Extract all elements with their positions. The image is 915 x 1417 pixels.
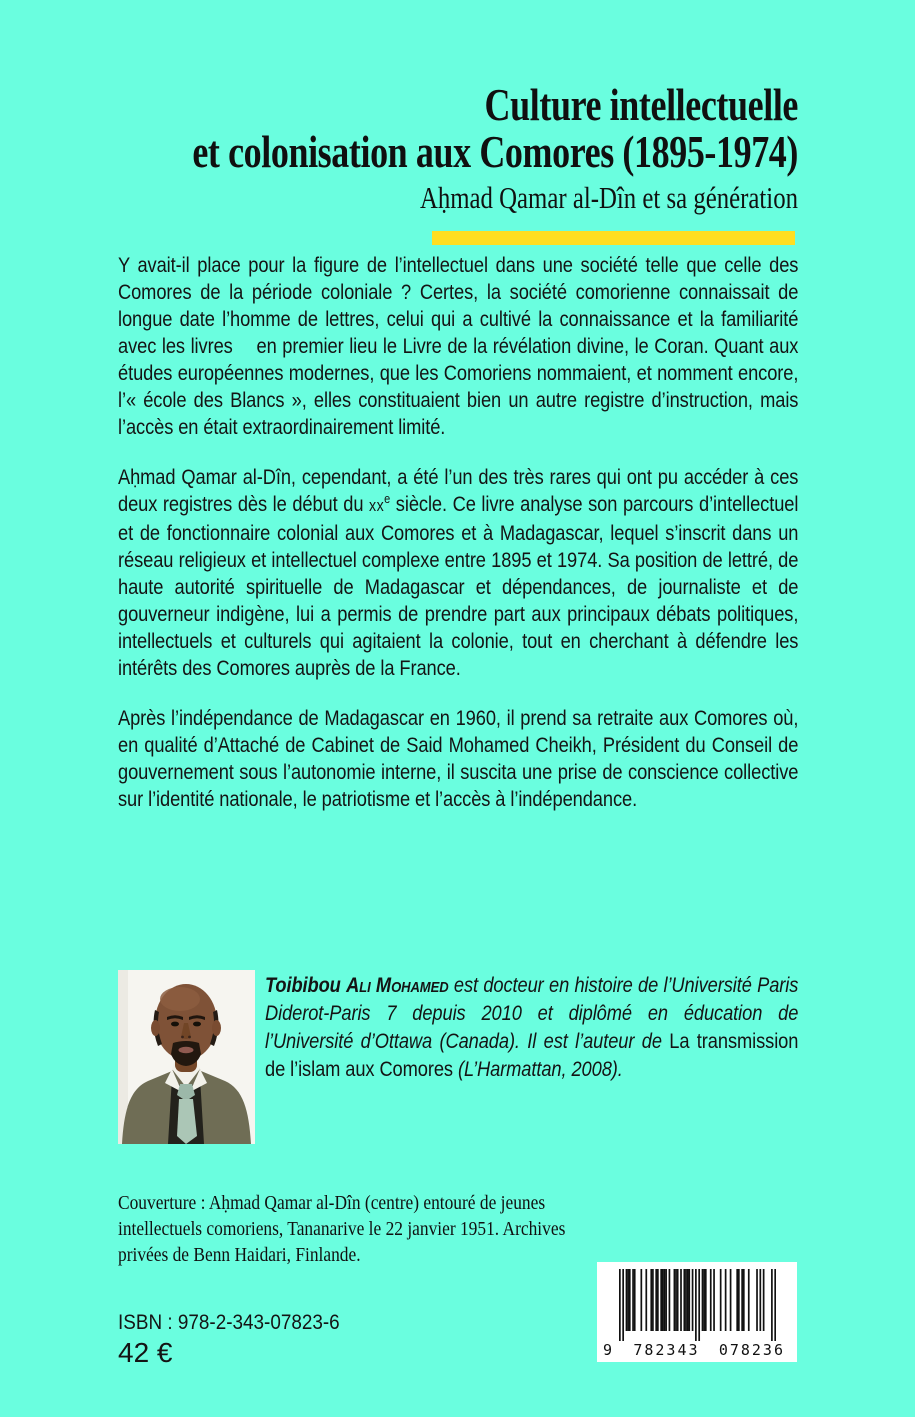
century-superscript: e [384,492,391,506]
isbn: ISBN : 978-2-343-07823-6 [118,1311,340,1334]
barcode-digit-right: 078236 [718,1341,785,1359]
author-photo [118,970,255,1144]
bio-text-end: (L’Harmattan, 2008). [452,1058,623,1081]
paragraph-2-text-end: siècle. Ce livre analyse son parcours d’intellectuel et de fonctionnaire colonial aux Comores et à Madagascar, lequel s’inscrit dans un réseau religieux et intellectuel complexe entre 1895 et 1974. Sa position de lettré, de haute autorité spirituelle de Madagascar et dépendances, de journaliste et de gouverneur indigène, lui a permis de prendre part aux principaux débats politiques, intellectuels et culturels qui agitaient la colonie, tout en cherchant à défendre les intérêts des Comores auprès de la France. [118,493,799,680]
book-title-line2: et colonisation aux Comores (1895-1974) [192,127,798,177]
barcode-digits [603,1341,785,1359]
paragraph-1-text: Y avait-il place pour la figure de l’intellectuel dans une société telle que celle des Comores de la période coloniale ? Certes, la société comorienne connaissait de longue date l’homme de lettres, celui qui a cultivé la connaissance et la familiarité avec les livres en premier lieu le Livre de la révélation divine, le Coran. Quant aux études européennes modernes, que les Comoriens nommaient, et nomment encore, l’« école des Blancs », elles constituaient bien un autre registre d’instruction, mais l’accès en était extraordinairement limité. [118,254,799,439]
synopsis [118,252,798,836]
eyes [171,1022,179,1027]
mouth [179,1047,194,1053]
century-numeral: xx [369,497,385,515]
accent-bar [432,231,795,245]
author-bio [265,972,798,1084]
book-subtitle: Aḥmad Qamar al-Dîn et sa génération [419,180,798,215]
synopsis-paragraph-1 [118,252,798,441]
paragraph-3-text: Après l’indépendance de Madagascar en 1960, il prend sa retraite aux Comores où, en qualité d’Attaché de Cabinet de Said Mohamed Cheikh, Président du Conseil de gouvernement sous l’autonomie interne, il suscita une prise de conscience collective sur l’identité nationale, le patriotisme et l’accès à l’indépendance. [118,707,799,811]
ear [151,1020,160,1036]
barcode-bars [619,1269,776,1341]
barcode [597,1262,797,1362]
book-title [46,82,798,176]
barcode-digit-lead: 9 [603,1341,615,1359]
author-name: Toibibou [265,974,347,997]
cited-book-title: La transmission de l’islam aux Comores [265,1030,799,1081]
synopsis-paragraph-3 [118,705,798,813]
bio-text-start: est docteur en histoire de l’Université Paris Diderot-Paris 7 depuis 2010 et diplômé en éducation de l’Université d’Ottawa (Canada). Il est l’auteur de [265,974,799,1053]
price: 42 € [118,1337,173,1368]
paragraph-2-text-start: Aḥmad Qamar al-Dîn, cependant, a été l’un des très rares qui ont pu accéder à ces deux registres dès le début du [118,466,799,516]
barcode-digit-left: 782343 [633,1341,700,1359]
author-name-caps: Ali Mohamed [346,974,449,997]
cover-credit: Couverture : Aḥmad Qamar al-Dîn (centre) entouré de jeunes intellectuels comoriens, Tananarive le 22 janvier 1951. Archives privées de Benn Haidari, Finlande. [118,1192,566,1266]
book-title-line1: Culture intellectuelle [484,80,798,130]
synopsis-paragraph-2 [118,464,798,682]
title-block [46,82,798,215]
